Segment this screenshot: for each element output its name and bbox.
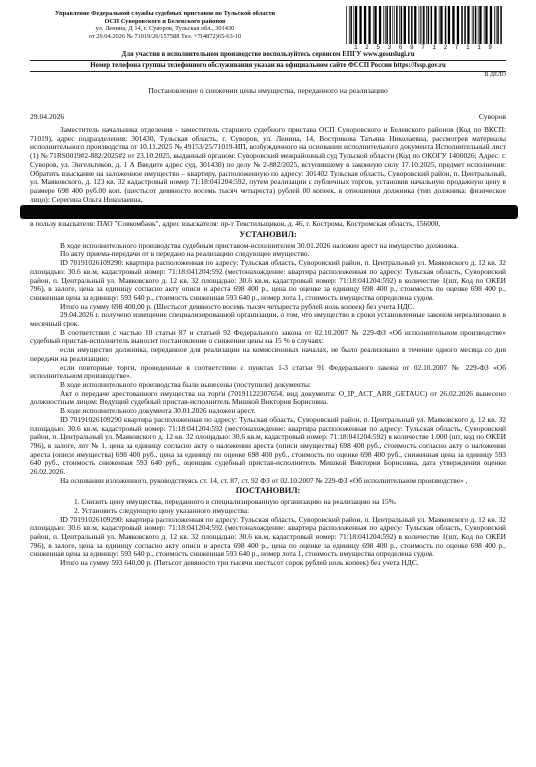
divider — [30, 71, 506, 72]
department-name: ОСП Суворовского и Белевского районов — [104, 17, 226, 25]
redaction-bar — [20, 205, 518, 219]
barcode — [344, 6, 504, 44]
creditor-paragraph: в пользу взыскателя: ПАО "Совкомбанк", адрес взыскателя: пр-т Текстильщиков, д. 46, г. Кострома, Костромская область, 156000, — [30, 219, 441, 229]
property-description: ID 70191026109290 квартира расположенная по адресу: Тульская область, Суворовский район, п. Центральный ул. Маяковского д. 12 кв. 32 площадью: 30.6 кв.м, кадастровый номер: 71:18:041204:592 (местонахождение: квартира расположенная по адресу: Тульская область, Суворовский район, п. Центральный ул. Маяковского д. 12 кв. 32 площадью: 30.6 кв.м, кадастровый номер: 71:18:041204:592) в количестве 1.000 (шт, код по ОКЕИ 796), в залоге, лот № 1, цена за единицу согласно акту о наложении ареста (описи имущества) 698 400 руб., стоимость согласно акту о наложении ареста (описи имущества) 698 400 руб., цена за единицу по оценке 698 400 руб., стоимость по оценке 698 400 руб., сниженная цена за единицу 593 640 руб., стоимость сниженная 593 640 руб., оценщик судебный пристав-исполнитель Мишкой Виктория Борисовна, дата утверждения оценки 26.02.2026. — [30, 414, 506, 477]
section-heading-postanovil: ПОСТАНОВИЛ: — [235, 486, 301, 496]
barcode-number: 1 2 5 3 6 9 7 1 2 7 1 1 9 — [353, 44, 494, 51]
agency-name: Управление Федеральной службы судебных приставов по Тульской области — [54, 10, 276, 17]
paragraph: По акту приема-передачи от в передано на реализацию следующее имущество. — [60, 249, 310, 259]
property-description: ID 70191026109290: квартира расположенная по адресу: Тульская область, Суворовский район, п. Центральный ул. Маяковского д. 12 кв. 32 площадью: 30.6 кв.м, кадастровый номер: 71:18:041204:592 (местонахождение: квартира расположенная по адресу: Тульская область, Суворовский район, п. Центральный ул. Маяковского д. 12 кв. 32 площадью: 30.6 кв.м, кадастровый номер: 71:18:041204:592) в количестве 1(шт, Код по ОКЕИ 796), в залоге, цена за единицу согласно акту описи и ареста 698 400 р., цена по оценке за единицу 698 400 р., стоимость по оценке 698 400 р., сниженная цена за единицу: 593 640 р., стоимость сниженная 593 640 р., номер лота 1, стоимость имущества определена судом. — [30, 514, 506, 559]
department-address: ул. Ленина, Д 14, г. Суворов, Тульская обл., 301430 — [95, 25, 235, 32]
property-description: ID 70191026109290: квартира расположенная по адресу: Тульская область, Суворовский район, п. Центральный ул. Маяковского д. 12 кв. 32 площадью: 30.6 кв.м, кадастровый номер: 71:18:041204:592 (местонахождение: квартира расположенная по адресу: Тульская область, Суворовский район, п. Центральный ул. Маяковского д. 12 кв. 32 площадью: 30.6 кв.м, кадастровый номер: 71:18:041204:592) в количестве 1(шт, Код по ОКЕИ 796), в залоге, цена за единицу согласно акту описи и ареста 698 400 р., цена по оценке за единицу 698 400 р., стоимость по оценке 698 400 р., сниженная цена за единицу: 593 640 р., стоимость сниженная 593 640 р., номер лота 1, стоимость имущества определена судом. — [30, 258, 506, 302]
paragraph: если имущество должника, переданное для реализации на комиссионных началах, не было реализовано в течение одного месяца со дня передачи на реализацию; — [30, 345, 506, 363]
document-body — [30, 126, 506, 568]
paragraph: В ходе исполнительного документа 30.01.2026 наложен арест. — [60, 406, 256, 416]
divider — [30, 60, 506, 61]
resolution-item: 2. Установить следующую цену указанного имущества: — [74, 505, 250, 515]
paragraph: В ходе исполнительного производства судебным приставом-исполнителем 30.01.2026 наложен арест на имущество должника. — [60, 240, 459, 250]
total-amount: Итого на сумму 698 400,00 р. (Шестьсот девяносто восемь тысяч четыреста рублей ноль копеек) без учета НДС. — [60, 301, 415, 311]
epgu-notice: Для участия в исполнительном производстве воспользуйтесь сервисом ЕПГУ www.gosuslugi.ru — [121, 51, 415, 58]
resolution-item: 1. Снизить цену имущества, переданного в специализированную организацию на реализацию на 15%. — [74, 497, 397, 507]
paragraph: если повторные торги, проведенные в соответствии с пунктах 1-3 статьи 91 Федерального закона от 02.10.2007 № 229-ФЗ «Об исполнительном производстве». — [30, 362, 506, 381]
paragraph: 29.04.2026 г. получено извещение специализированной организации, о том, что имущество в сроки установленные законом нереализовано в месячный срок. — [30, 310, 506, 329]
paragraph: В ходе исполнительного производства были вынесены (поступили) документы: — [60, 379, 311, 389]
section-heading-ustanovil: УСТАНОВИЛ: — [239, 230, 297, 240]
document-title: Постановление о снижении цены имущества, переданного на реализацию — [148, 86, 388, 95]
issuer-header — [30, 10, 300, 40]
document-place: Суворов — [478, 112, 506, 121]
paragraph: Акт о передаче арестованного имущества на торги (70191122307654, вид документа: O_IP_ACT_ARR_GETAUC) от 26.02.2026 вынесено должностным лицом: Ведущий судебный пристав-исполнитель Мишкой Виктория Борисовна. — [30, 388, 506, 407]
intro-paragraph: Заместитель начальника отделения - заместитель старшего судебного пристава ОСП Суворовского и Белевского районов (Код по ВКСП: 71019), адрес подразделения: 301430, Тульская область, г. Суворов, ул. Ленина, 14, Вострикова Татьяна Николаевна, рассмотрев материалы исполнительного производства от 10.11.2025 № 49153/25/71019-ИП, возбужденного на основании исполнительного документа Исполнительный лист (1) № 71RS0019#2-882/2025#2 от 23.10.2025, выданный органом: Суворовский межрайонный суд Тульской области (Код по ОКОГУ 1400026; Адрес: г. Суворов, ул. Энгельтиков, д. 1 А Введите адрес суд, 301430) по делу № 2-882/2025, вступившему в законную силу 17.10.2025, предмет исполнения: Обратить взыскание на заложенное имущество – квартиру, расположенную по адресу: 301402 Тульская область, Суворовский район, п. Центральный, ул. Маяковского, д. 123 кв. 32 кадастровый номер 71:18:041204:592, путем реализации с публичных торгов, установив начальную продажную цену в размере 698 400 руб.00 коп. (шестьсот девяносто восемь тысяч четыреста) рублей 00 копеек, в отношении должника (тип должника: физическое лицо): Серегина Ольга Николаевна, — [30, 125, 506, 204]
paragraph: В соответствии с частью 10 статьи 87 и статьей 92 Федерального закона от 02.10.2007 № 229-ФЗ «Об исполнительном производстве» судебный пристав-исполнитель выносит постановление о снижении цены на 15 % в случаях: — [30, 327, 506, 346]
document-reference: от 29.04.2026 № 71019/26/157588 Тел. +7(4872)65-63-10 — [88, 32, 242, 40]
v-delo-stamp: В ДЕЛО — [484, 72, 506, 78]
fssp-phone-notice: Номер телефона группы телефонного обслуживания указан на официальном сайте ФССП России https://fssp.gov.ru — [90, 62, 446, 69]
paragraph: На основании изложенного, руководствуясь ст. 14, ст. 87, ст. 92 ФЗ от 02.10.2007 № 229-ФЗ «Об исполнительном производстве» , — [60, 475, 468, 485]
total-amount: Итого на сумму 593 640,00 р. (Пятьсот девяносто три тысячи шестьсот сорок рублей ноль копеек) без учета НДС. — [60, 558, 419, 568]
document-date: 29.04.2026 — [30, 112, 65, 121]
